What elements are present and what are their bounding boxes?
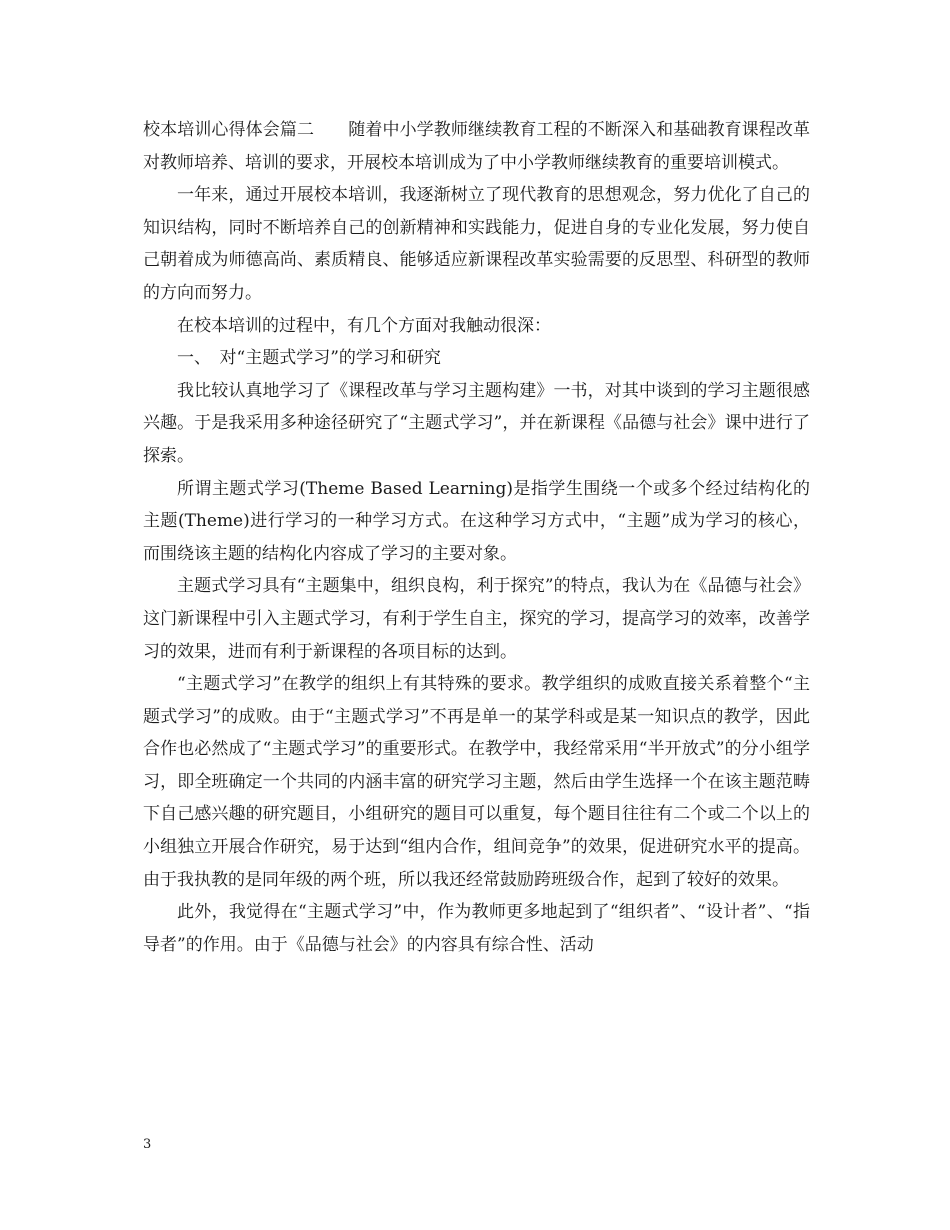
section-heading-1: 一、 对“主题式学习”的学习和研究 [177, 348, 441, 369]
paragraph-2: 一年来，通过开展校本培训，我逐渐树立了现代教育的思想观念，努力优化了自己的知识结构，同时不断培养自己的创新精神和实践能力，促进自身的专业化发展，努力使自己朝着成为师德高尚、素质精良、能够适应新课程改革实验需要的反思型、科研型的教师的方向而努力。 [143, 185, 810, 303]
paragraph-8: 此外，我觉得在“主题式学习”中，作为教师更多地起到了“组织者”、“设计者”、“指导者”的作用。由于《品德与社会》的内容具有综合性、活动 [143, 902, 810, 955]
paragraph-6: 主题式学习具有“主题集中，组织良构，利于探究”的特点，我认为在《品德与社会》这门新课程中引入主题式学习，有利于学生自主，探究的学习，提高学习的效率，改善学习的效果，进而有利于新课程的各项目标的达到。 [143, 576, 810, 662]
document-body [143, 114, 810, 961]
paragraph-1: 校本培训心得体会篇二 随着中小学教师继续教育工程的不断深入和基础教育课程改革对教师培养、培训的要求，开展校本培训成为了中小学教师继续教育的重要培训模式。 [143, 120, 810, 173]
paragraph-5: 所谓主题式学习(Theme Based Learning)是指学生围绕一个或多个经过结构化的主题(Theme)进行学习的一种学习方式。在这种学习方式中，“主题”成为学习的核心，而围绕该主题的结构化内容成了学习的主要对象。 [143, 478, 810, 564]
page-number: 3 [143, 1137, 152, 1152]
paragraph-3: 在校本培训的过程中，有几个方面对我触动很深： [177, 315, 551, 336]
paragraph-7: “主题式学习”在教学的组织上有其特殊的要求。教学组织的成败直接关系着整个“主题式学习”的成败。由于“主题式学习”不再是单一的某学科或是某一知识点的教学，因此合作也必然成了“主题式学习”的重要形式。在教学中，我经常采用“半开放式”的分小组学习，即全班确定一个共同的内涵丰富的研究学习主题，然后由学生选择一个在该主题范畴下自己感兴趣的研究题目，小组研究的题目可以重复，每个题目往往有二个或二个以上的小组独立开展合作研究，易于达到“组内合作，组间竞争”的效果，促进研究水平的提高。由于我执教的是同年级的两个班，所以我还经常鼓励跨班级合作，起到了较好的效果。 [143, 674, 810, 890]
paragraph-4: 我比较认真地学习了《课程改革与学习主题构建》一书，对其中谈到的学习主题很感兴趣。于是我采用多种途径研究了“主题式学习”，并在新课程《品德与社会》课中进行了探索。 [143, 380, 810, 466]
